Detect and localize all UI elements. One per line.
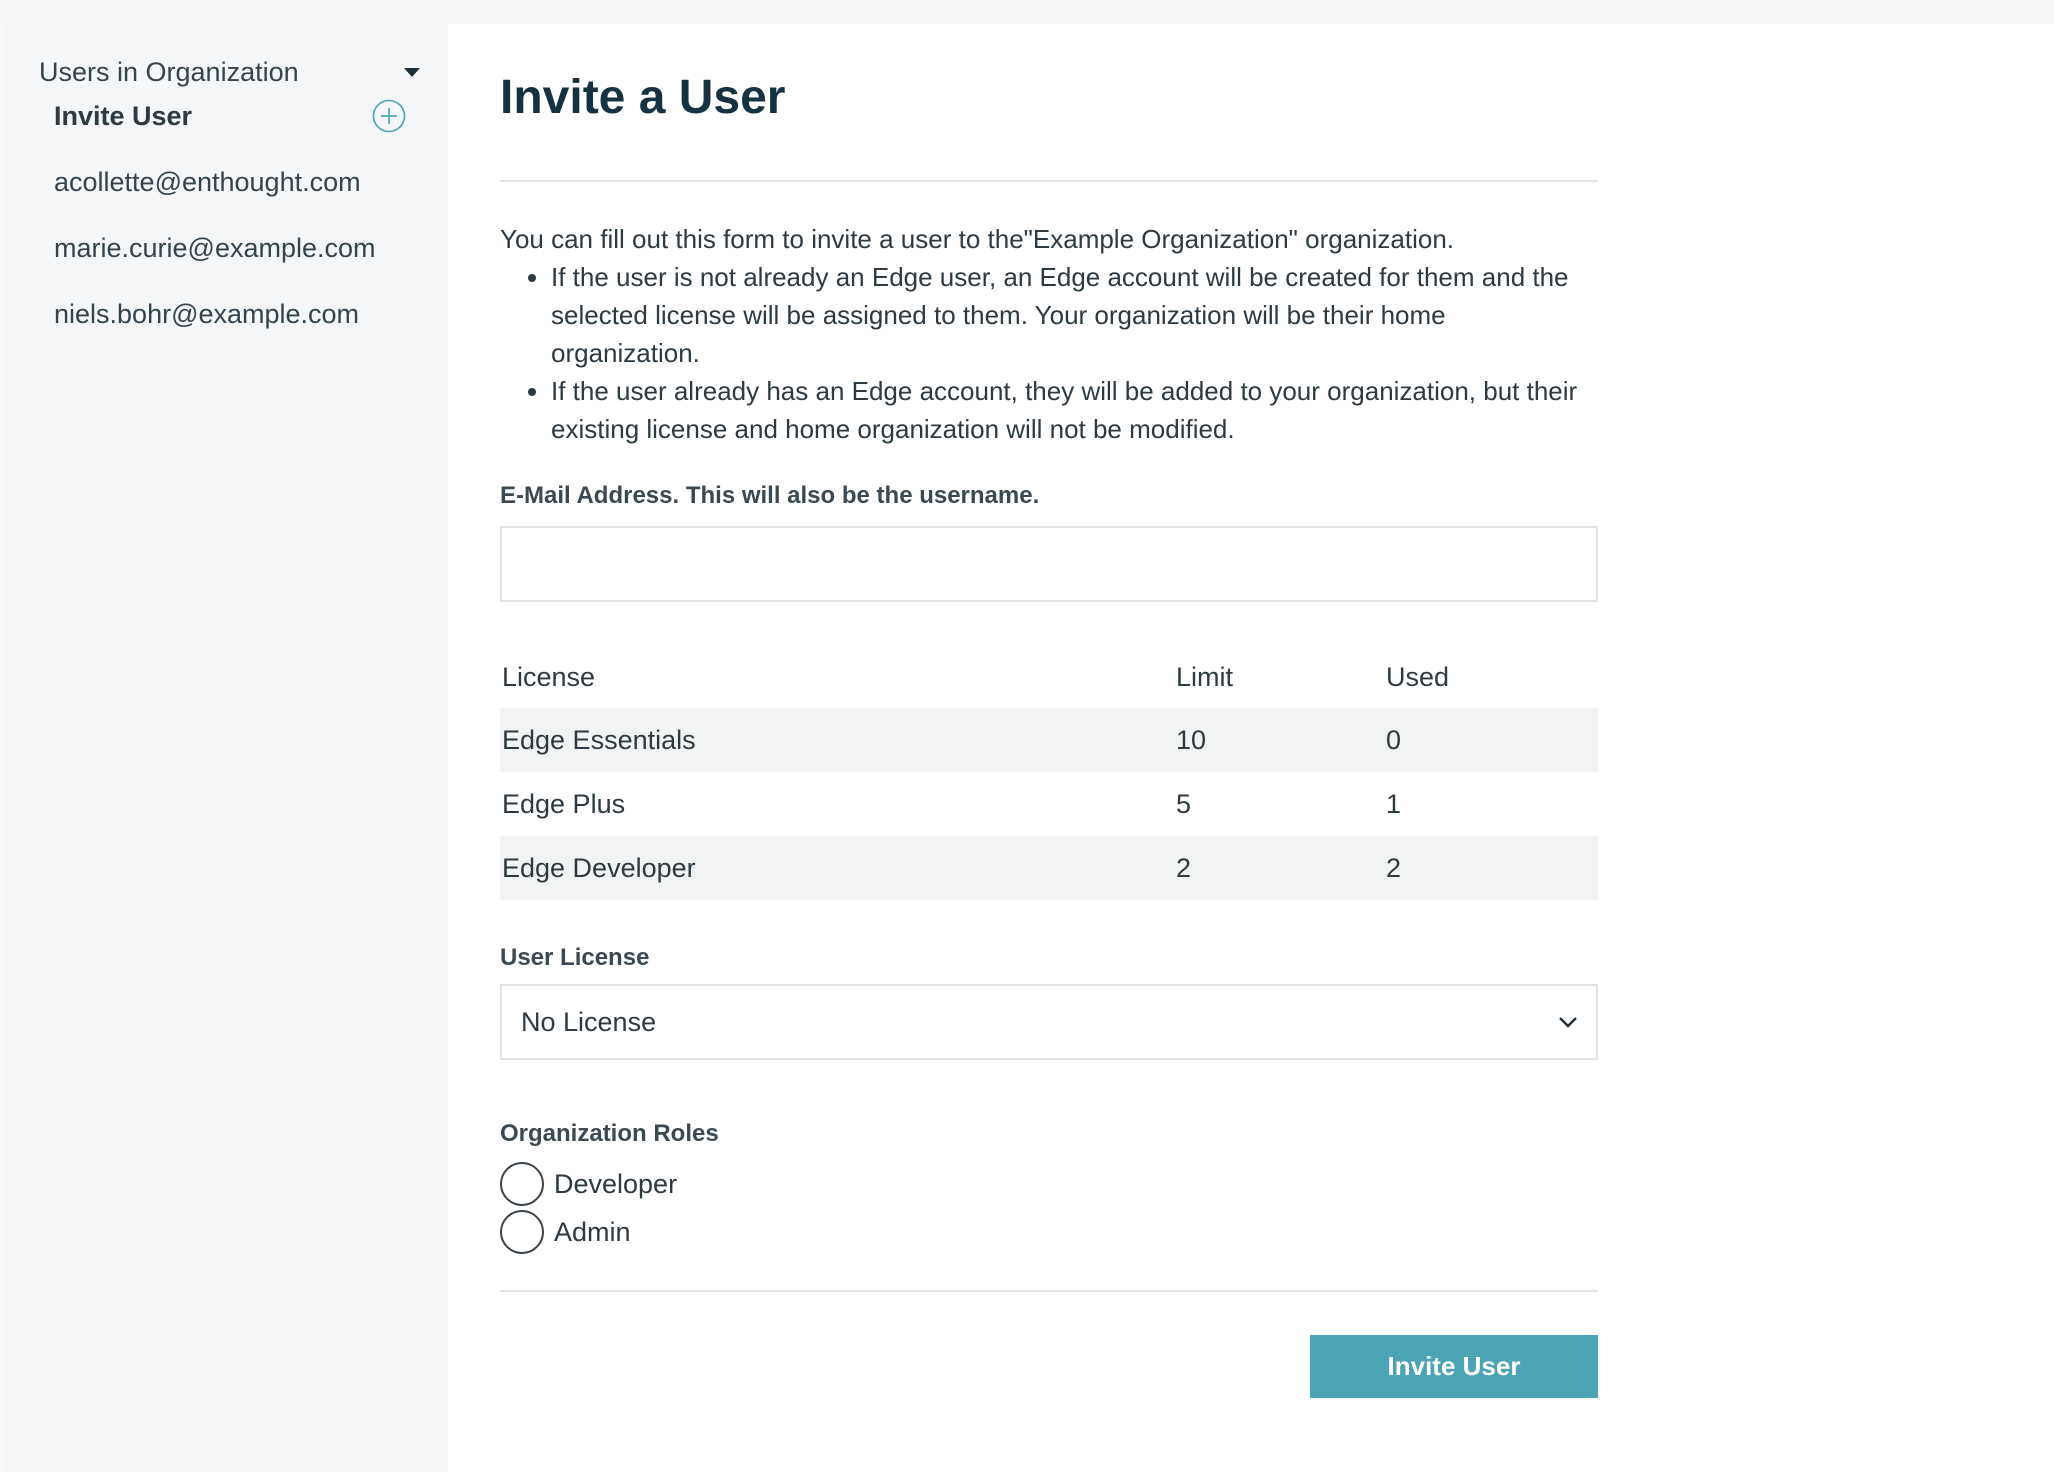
role-label: Admin: [554, 1216, 631, 1247]
sidebar-item-label: niels.bohr@example.com: [54, 298, 360, 329]
users-dropdown[interactable]: [39, 52, 423, 92]
license-limit: 2: [1176, 852, 1192, 883]
sidebar-item-label: Invite User: [54, 100, 193, 131]
column-header: Limit: [1176, 661, 1234, 692]
organization-roles-label: Organization Roles: [500, 1120, 719, 1147]
sidebar-item-user[interactable]: [54, 292, 426, 336]
sidebar-item-invite-user[interactable]: [54, 94, 426, 138]
column-header: License: [502, 661, 596, 692]
license-name: Edge Developer: [502, 852, 696, 883]
radio-button[interactable]: [500, 1162, 544, 1206]
page-title: Invite a User: [500, 71, 786, 124]
role-admin[interactable]: [500, 1208, 631, 1256]
license-name: Edge Essentials: [502, 724, 696, 755]
plus-circle-icon[interactable]: [372, 99, 406, 133]
license-used: 0: [1386, 724, 1402, 755]
invite-user-button[interactable]: Invite User: [1310, 1335, 1598, 1398]
caret-down-icon: [404, 68, 420, 77]
email-label: E-Mail Address. This will also be the username.: [500, 482, 1040, 509]
column-header: Used: [1386, 661, 1450, 692]
sidebar: [5, 24, 448, 1472]
license-used: 2: [1386, 852, 1402, 883]
divider: [500, 1290, 1598, 1292]
user-license-select[interactable]: [500, 984, 1598, 1060]
chevron-down-icon: [1558, 1016, 1578, 1028]
users-dropdown-label: Users in Organization: [39, 56, 299, 87]
table-row: [500, 772, 1598, 836]
table-row: [500, 836, 1598, 900]
divider: [500, 180, 1598, 182]
sidebar-item-label: marie.curie@example.com: [54, 232, 376, 263]
sidebar-item-user[interactable]: [54, 160, 426, 204]
intro-bullet: • If the user already has an Edge account, they will be added to your organization, but their existing license and home organization will not be modified.: [551, 372, 1598, 448]
main-panel: [448, 24, 2054, 1472]
radio-button[interactable]: [500, 1210, 544, 1254]
user-license-value: No License: [521, 1006, 657, 1037]
user-license-label: User License: [500, 944, 650, 971]
role-developer[interactable]: [500, 1160, 677, 1208]
intro-bullet: • If the user is not already an Edge user, an Edge account will be created for them and the selected license will be assigned to them. Your organization will be their home organization.: [551, 258, 1598, 372]
role-label: Developer: [554, 1168, 678, 1199]
email-field[interactable]: [500, 526, 1598, 602]
top-bar: [0, 0, 2054, 24]
license-used: 1: [1386, 788, 1402, 819]
intro-paragraph: You can fill out this form to invite a user to the"Example Organization" organization.: [500, 224, 1455, 254]
license-name: Edge Plus: [502, 788, 626, 819]
license-table: [500, 646, 1598, 900]
license-limit: 5: [1176, 788, 1192, 819]
intro-text: [500, 220, 1598, 448]
license-limit: 10: [1176, 724, 1207, 755]
table-header-row: [500, 646, 1598, 708]
sidebar-item-label: acollette@enthought.com: [54, 166, 361, 197]
sidebar-item-user[interactable]: [54, 226, 426, 270]
table-row: [500, 708, 1598, 772]
intro-bullets: [500, 258, 1598, 448]
